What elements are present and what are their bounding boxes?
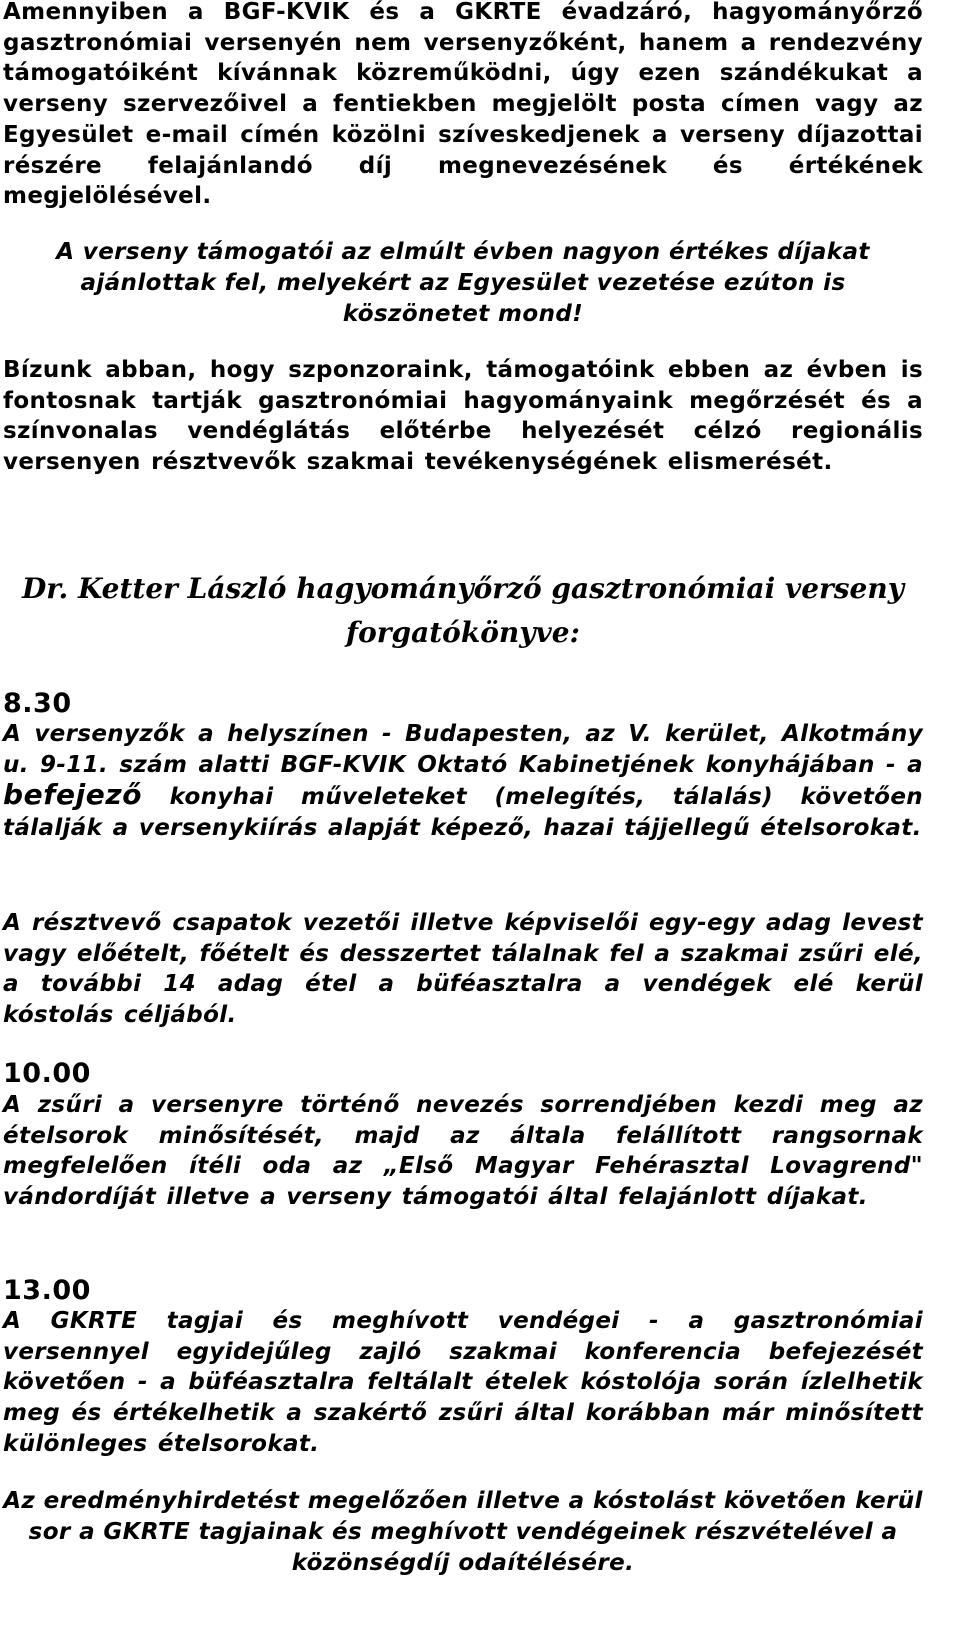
heading-line-1: Dr. Ketter László hagyományőrző gasztronómiai verseny — [21, 572, 904, 605]
schedule-text-1300: A GKRTE tagjai és meghívott vendégei - a gasztronómiai versennyel egyidejűleg zajló szakmai konferencia befejezését követően - a büféasztalra feltálalt ételek kóstolója során ízlelhetik meg és értékelhetik a szakértő zsűri által korábban már minősített különleges ételsorokat. — [3, 1308, 923, 1457]
thanks-paragraph: A verseny támogatói az elmúlt évben nagyon értékes díjakat ajánlottak fel, melyekért az Egyesület vezetése ezúton is köszönetet mond! — [56, 239, 870, 327]
heading-line-2: forgatókönyve: — [346, 616, 580, 649]
schedule-time-1000: 10.00 — [3, 1058, 91, 1089]
schedule-emphasis: befejező — [3, 778, 143, 812]
schedule-text-1000: A zsűri a versenyre történő nevezés sorrendjében kezdi meg az ételsorok minősítését, majd az általa felállított rangsornak megfelelően ítéli oda az „Első Magyar Fehérasztal Lovagrend" vándordíját illetve a verseny támogatói által felajánlott díjakat. — [3, 1092, 923, 1211]
schedule-time-830: 8.30 — [3, 688, 72, 719]
schedule-text-830-serving: A résztvevő csapatok vezetői illetve képviselői egy-egy adag levest vagy előételt, főételt és desszertet tálalnak fel a szakmai zsűri elé, a további 14 adag étel a büféasztalra a vendégek elé kerül kóstolás céljából. — [3, 910, 923, 1029]
schedule-text-830-end: konyhai műveleteket (melegítés, tálalás) követően tálalják a versenykiírás alapját képező, hazai tájjellegű ételsorokat. — [3, 784, 923, 842]
schedule-text-830 — [3, 719, 923, 844]
trust-paragraph: Bízunk abban, hogy szponzoraink, támogatóink ebben az évben is fontosnak tartják gasztronómiai hagyományaink megőrzését és a színvonalas vendéglátás előtérbe helyezését célzó regionális versenyen résztvevők szakmai tevékenységének elismerését. — [3, 357, 923, 476]
schedule-heading — [3, 567, 923, 655]
schedule-time-1300: 13.00 — [3, 1275, 91, 1306]
schedule-text-830-start: A versenyzők a helyszínen - Budapesten, az V. kerület, Alkotmány u. 9-11. szám alatti BGF-KVIK Oktató Kabinetjének konyhájában - a — [3, 721, 923, 778]
intro-paragraph: Amennyiben a BGF-KVIK és a GKRTE évadzáró, hagyományőrző gasztronómiai versenyén nem versenyzőként, hanem a rendezvény támogatóiként kívánnak közreműködni, úgy ezen szándékukat a verseny szervezőivel a fentiekben megjelölt posta címen vagy az Egyesület e-mail címén közölni szíveskedjenek a verseny díjazottai részére felajánlandó díj megnevezésének és értékének megjelölésével. — [3, 0, 923, 210]
closing-paragraph: Az eredményhirdetést megelőzően illetve a kóstolást követően kerül sor a GKRTE tagjainak és meghívott vendégeinek részvételével a közönségdíj odaítélésére. — [3, 1488, 923, 1576]
